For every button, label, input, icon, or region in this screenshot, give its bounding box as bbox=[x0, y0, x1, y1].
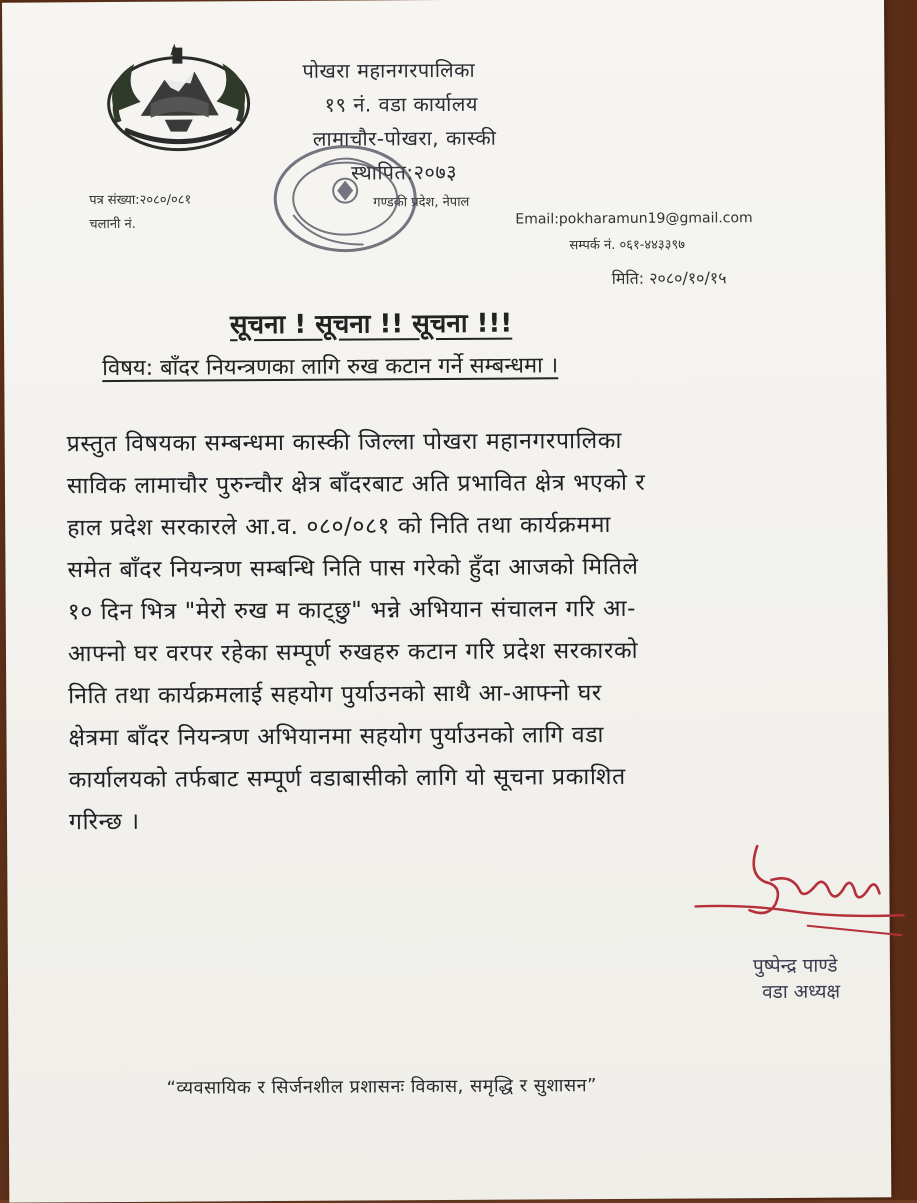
office-name: पोखरा महानगरपालिका bbox=[302, 57, 476, 83]
body-line: हाल प्रदेश सरकारले आ.व. ०८०/०८१ को निति तथा कार्यक्रममा bbox=[67, 511, 612, 542]
footer-motto: “व्यवसायिक र सिर्जनशील प्रशासनः विकास, समृद्धि र सुशासन” bbox=[166, 1075, 597, 1099]
body-line: प्रस्तुत विषयका सम्बन्धमा कास्की जिल्ला पोखरा महानगरपालिका bbox=[66, 427, 623, 458]
body-line: क्षेत्रमा बाँदर नियन्त्रण अभियानमा सहयोग पुर्याउनको लागि वडा bbox=[68, 722, 605, 752]
body-line: आफ्नो घर वरपर रहेका सम्पूर्ण रुखहरु कटान गरि प्रदेश सरकारको bbox=[67, 637, 639, 668]
ward-office: १९ नं. वडा कार्यालय bbox=[324, 91, 479, 117]
established-year: स्थापित:२०७३ bbox=[350, 159, 458, 185]
nepal-emblem-icon bbox=[94, 41, 263, 154]
body-line: गरिन्छ । bbox=[68, 808, 140, 836]
notice-date: मिति: २०८०/१०/१५ bbox=[611, 268, 727, 288]
notice-heading: सूचना ! सूचना !! सूचना !!! bbox=[229, 308, 513, 341]
body-line: समेत बाँदर नियन्त्रण सम्बन्धि निति पास गरेको हुँदा आजको मितिले bbox=[67, 553, 639, 584]
dispatch-number: चलानी नं. bbox=[89, 216, 136, 233]
body-line: निति तथा कार्यक्रमलाई सहयोग पुर्याउनको साथै आ-आफ्नो घर bbox=[68, 680, 602, 710]
province-name: गण्डकी प्रदेश, नेपाल bbox=[373, 194, 470, 211]
signatory-name: पुष्पेन्द्र पाण्डे bbox=[752, 954, 838, 978]
signatory-title: वडा अध्यक्ष bbox=[761, 980, 841, 1004]
office-address: लामाचौर-पोखरा, कास्की bbox=[312, 125, 497, 151]
letter-number: पत्र संख्या:२०८०/०८१ bbox=[89, 192, 192, 209]
office-stamp-icon bbox=[253, 140, 454, 269]
body-line: कार्यालयको तर्फबाट सम्पूर्ण वडाबासीको लागि यो सूचना प्रकाशित bbox=[68, 763, 626, 794]
body-line: साविक लामाचौर पुरुन्चौर क्षेत्र बाँदरबाट अति प्रभावित क्षेत्र भएको र bbox=[66, 469, 646, 500]
notice-letter bbox=[2, 0, 891, 1203]
office-contact: सम्पर्क नं. ०६१-४४३३९७ bbox=[569, 237, 686, 254]
office-email: Email:pokharamun19@gmail.com bbox=[515, 210, 753, 228]
notice-subject: विषय: बाँदर नियन्त्रणका लागि रुख कटान गर्ने सम्बन्धमा । bbox=[102, 353, 559, 382]
signature-icon bbox=[687, 833, 908, 944]
body-line: १० दिन भित्र "मेरो रुख म काट्छु" भन्ने अभियान संचालन गरि आ- bbox=[67, 595, 637, 626]
